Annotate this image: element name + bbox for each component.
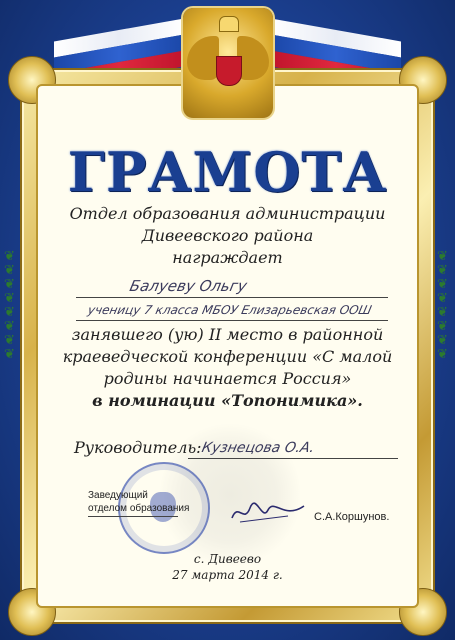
recipient-name: Балуеву Ольгу xyxy=(128,277,249,295)
laurel-right-icon: ❦ ❦ ❦ ❦ ❦ ❦ ❦ ❦ xyxy=(437,249,448,362)
issuer-line-1: Отдел образования администрации xyxy=(69,204,386,223)
recipient-class-school: ученицу 7 класса МБОУ Елизарьевская ООШ xyxy=(86,303,373,317)
head-title-underline xyxy=(88,516,178,517)
body-line-3: родины начинается Россия» xyxy=(103,369,352,388)
issue-date: 27 марта 2014 г. xyxy=(172,568,283,582)
laurel-left-icon: ❦ ❦ ❦ ❦ ❦ ❦ ❦ ❦ xyxy=(4,249,15,362)
recipient-class-line xyxy=(76,320,388,321)
coat-of-arms-icon xyxy=(183,8,273,118)
body-line-2: краеведческой конференции «С малой xyxy=(62,347,393,366)
award-verb: награждает xyxy=(172,248,283,267)
head-name: С.А.Коршунов. xyxy=(314,511,390,523)
body-line-1: занявшего (ую) II место в районной xyxy=(71,325,384,344)
handwritten-signature xyxy=(228,498,308,528)
head-title-line-1: Заведующий xyxy=(88,490,148,501)
nomination-line: в номинации «Топонимика». xyxy=(92,391,363,410)
supervisor-name: Кузнецова О.А. xyxy=(200,440,317,456)
supervisor-label: Руководитель: xyxy=(74,438,202,457)
supervisor-line xyxy=(188,458,398,459)
recipient-name-line xyxy=(76,297,388,298)
certificate-title: ГРАМОТА xyxy=(67,140,388,204)
issuer-line-2: Дивеевского района xyxy=(141,226,314,245)
head-title-line-2: отделом образования xyxy=(88,503,190,514)
issue-place: с. Дивеево xyxy=(193,552,262,566)
